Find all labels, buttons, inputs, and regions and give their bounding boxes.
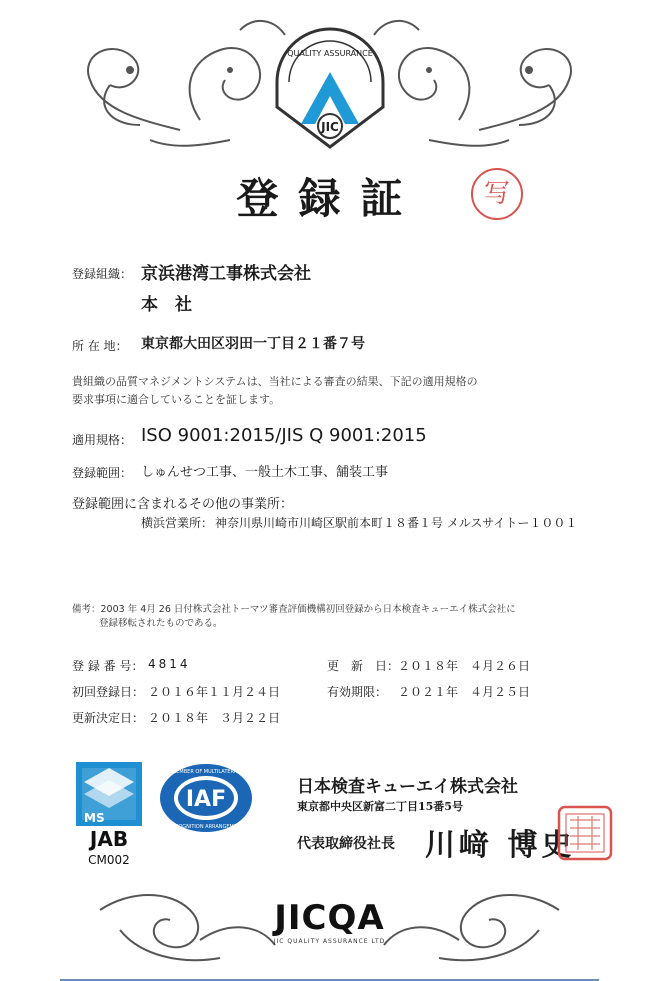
- site-label: 横浜営業所：: [141, 516, 214, 530]
- jab-code: CM002: [88, 853, 130, 867]
- jicqa-tagline: JIC QUALITY ASSURANCE LTD: [273, 938, 386, 945]
- iaf-ring-bottom: RECOGNITION ARRANGEMENT: [168, 824, 244, 830]
- scope-label: 登録範囲：: [72, 466, 133, 480]
- renewal-date: ２０１８年 ４月２６日: [398, 659, 531, 673]
- initial-date-label: 初回登録日：: [72, 685, 145, 699]
- issuer-address: 東京都中央区新富二丁目15番5号: [297, 800, 463, 813]
- decision-date: ２０１８年 ３月２２日: [148, 711, 281, 725]
- decision-date-label: 更新決定日：: [72, 711, 145, 725]
- standard-label: 適用規格：: [72, 433, 133, 447]
- jab-text: JAB: [89, 827, 129, 851]
- initial-date: ２０１６年１１月２４日: [148, 685, 281, 699]
- organization-label: 登録組織：: [72, 267, 133, 281]
- jab-logo: [76, 762, 146, 872]
- statement-line-1: 貴組織の品質マネジメントシステムは、当社による審査の結果、下記の適用規格の: [72, 375, 478, 388]
- address-value: 東京都大田区羽田一丁目２１番７号: [141, 336, 365, 352]
- iaf-ring-top: MEMBER OF MULTILATERAL: [171, 769, 241, 775]
- address-label: 所 在 地：: [72, 339, 128, 353]
- organization-name: 京浜港湾工事株式会社: [141, 264, 311, 284]
- scope-value: しゅんせつ工事、一般土木工事、舗装工事: [141, 465, 389, 480]
- standard-value: ISO 9001:2015/JIS Q 9001:2015: [141, 425, 427, 446]
- remarks-line-1: 備考：2003 年 4月 26 日付株式会社トーマツ審査評価機構初回登録から日本検査キューエイ株式会社に: [72, 604, 516, 615]
- renewal-date-label: 更 新 日：: [327, 659, 400, 673]
- jic-quality-assurance-emblem: [269, 22, 391, 152]
- issuer-company: 日本検査キューエイ株式会社: [297, 777, 518, 797]
- representative-name: 川﨑 博史: [425, 828, 576, 863]
- registration-number-label: 登 録 番 号：: [72, 659, 144, 673]
- certificate-title: 登録証: [236, 174, 423, 223]
- organization-branch: 本 社: [141, 295, 192, 315]
- registration-number: 4814: [148, 657, 191, 671]
- copy-stamp: 写: [471, 168, 523, 220]
- iaf-logo: [158, 762, 254, 834]
- site-value: 神奈川県川崎市川崎区駅前本町１８番１号 メルスサイトー１００１: [215, 516, 578, 530]
- expiry-date-label: 有効期限：: [327, 685, 388, 699]
- jab-ms-text: MS: [84, 811, 105, 825]
- statement-line-2: 要求事項に適合していることを証します。: [72, 393, 281, 406]
- other-sites-label: 登録範囲に含まれるその他の事業所：: [72, 497, 294, 512]
- jicqa-logo: JICQA: [274, 898, 385, 938]
- remarks-line-2: 登録移転されたものである。: [99, 618, 223, 629]
- expiry-date: ２０２１年 ４月２５日: [398, 685, 531, 699]
- jic-logo-text: JIC: [321, 120, 339, 134]
- representative-title: 代表取締役社長: [297, 836, 395, 852]
- jic-ring-text: QUALITY ASSURANCE: [287, 49, 373, 58]
- iaf-text: IAF: [185, 787, 227, 812]
- company-seal: [556, 804, 614, 862]
